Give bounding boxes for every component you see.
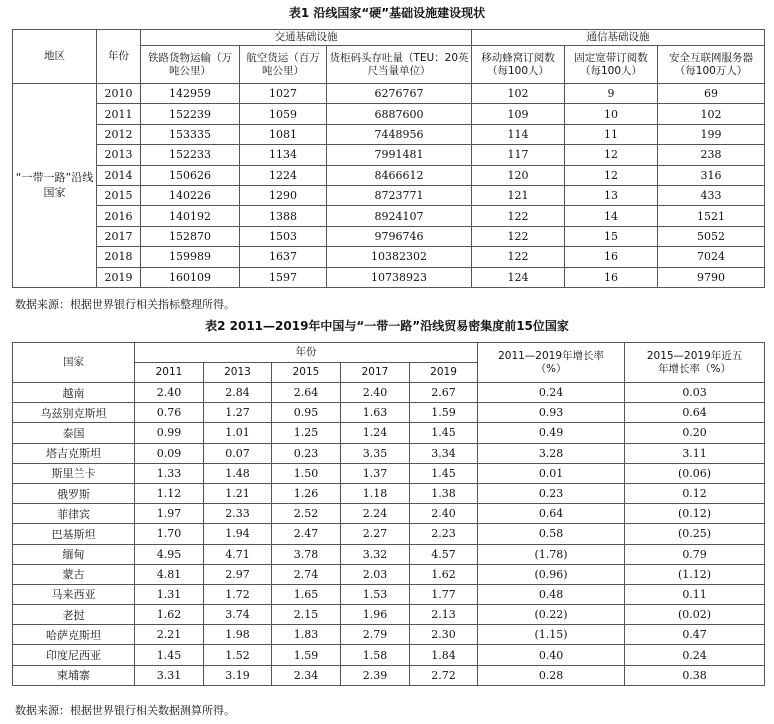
- t2-cell-growth-2015-2019: 0.11: [625, 584, 765, 604]
- t2-header-year-group: 年份: [135, 343, 478, 363]
- t2-cell-growth-2011-2019: 0.48: [478, 584, 625, 604]
- table-row: [13, 605, 765, 625]
- t2-cell-growth-2011-2019: 0.40: [478, 645, 625, 665]
- t1-cell-broadband: 12: [565, 165, 658, 185]
- t2-cell-growth-2011-2019: 0.01: [478, 463, 625, 483]
- t1-cell-air: 1134: [240, 145, 327, 165]
- t1-cell-mobile: 122: [472, 206, 565, 226]
- t2-cell-country: 越南: [13, 383, 135, 403]
- t2-cell-growth-2015-2019: 3.11: [625, 443, 765, 463]
- t1-header-telecom-group: 通信基础设施: [472, 30, 765, 46]
- table-row: [13, 483, 765, 503]
- t2-cell-country: 蒙古: [13, 564, 135, 584]
- t1-cell-container: 8723771: [327, 185, 472, 205]
- t1-cell-year: 2016: [97, 206, 141, 226]
- t2-cell-value: 3.19: [204, 665, 272, 685]
- t2-cell-growth-2015-2019: 0.64: [625, 403, 765, 423]
- t1-cell-servers: 1521: [658, 206, 765, 226]
- t1-cell-broadband: 16: [565, 267, 658, 287]
- t2-cell-value: 2.67: [410, 383, 478, 403]
- t2-cell-growth-2011-2019: (0.96): [478, 564, 625, 584]
- t2-cell-country: 柬埔寨: [13, 665, 135, 685]
- t1-cell-servers: 7024: [658, 247, 765, 267]
- t1-cell-container: 8466612: [327, 165, 472, 185]
- t1-cell-air: 1027: [240, 84, 327, 104]
- t2-cell-country: 乌兹别克斯坦: [13, 403, 135, 423]
- t1-cell-mobile: 122: [472, 226, 565, 246]
- t1-cell-broadband: 13: [565, 185, 658, 205]
- t2-cell-value: 1.65: [272, 584, 341, 604]
- t2-cell-value: 4.57: [410, 544, 478, 564]
- t1-cell-broadband: 14: [565, 206, 658, 226]
- t1-header-container: 货柜码头存吐量（TEU：20英尺当量单位）: [327, 46, 472, 84]
- t1-cell-rail: 142959: [141, 84, 240, 104]
- table1: [12, 29, 765, 288]
- t1-cell-broadband: 15: [565, 226, 658, 246]
- t2-cell-country: 菲律宾: [13, 504, 135, 524]
- t2-cell-growth-2011-2019: (1.15): [478, 625, 625, 645]
- t2-cell-growth-2015-2019: 0.79: [625, 544, 765, 564]
- t1-header-air: 航空货运（百万吨公里）: [240, 46, 327, 84]
- t2-cell-country: 塔吉克斯坦: [13, 443, 135, 463]
- t2-cell-value: 2.13: [410, 605, 478, 625]
- table-row: [13, 584, 765, 604]
- table-row: [13, 423, 765, 443]
- t1-cell-servers: 9790: [658, 267, 765, 287]
- t1-cell-year: 2019: [97, 267, 141, 287]
- t1-cell-container: 10382302: [327, 247, 472, 267]
- t2-cell-value: 2.33: [204, 504, 272, 524]
- t2-cell-value: 1.84: [410, 645, 478, 665]
- t1-cell-year: 2018: [97, 247, 141, 267]
- t2-cell-value: 1.21: [204, 483, 272, 503]
- t2-header-year: 2019: [410, 363, 478, 383]
- table-row: [13, 247, 765, 267]
- t2-cell-value: 1.25: [272, 423, 341, 443]
- t1-header-region: 地区: [13, 30, 97, 84]
- t1-cell-year: 2017: [97, 226, 141, 246]
- t2-cell-value: 1.52: [204, 645, 272, 665]
- t2-cell-country: 哈萨克斯坦: [13, 625, 135, 645]
- t2-cell-value: 0.09: [135, 443, 204, 463]
- t1-header-year: 年份: [97, 30, 141, 84]
- t2-cell-value: 0.99: [135, 423, 204, 443]
- t2-cell-value: 1.24: [341, 423, 410, 443]
- t1-cell-container: 9796746: [327, 226, 472, 246]
- t2-cell-value: 2.15: [272, 605, 341, 625]
- t2-cell-value: 1.33: [135, 463, 204, 483]
- t2-header-year: 2011: [135, 363, 204, 383]
- table-row: [13, 564, 765, 584]
- t2-cell-value: 1.62: [410, 564, 478, 584]
- t1-cell-year: 2015: [97, 185, 141, 205]
- t2-cell-country: 马来西亚: [13, 584, 135, 604]
- t1-region-label: “一带一路”沿线国家: [13, 84, 97, 288]
- t2-cell-value: 0.95: [272, 403, 341, 423]
- table2-caption: 表2 2011—2019年中国与“一带一路”沿线贸易密集度前15位国家: [205, 319, 569, 333]
- t1-cell-container: 6887600: [327, 104, 472, 124]
- t1-header-broadband: 固定宽带订阅数（每100人）: [565, 46, 658, 84]
- t1-cell-mobile: 124: [472, 267, 565, 287]
- t2-cell-value: 2.40: [410, 504, 478, 524]
- t2-cell-value: 1.45: [135, 645, 204, 665]
- t2-cell-value: 1.97: [135, 504, 204, 524]
- t2-cell-value: 4.81: [135, 564, 204, 584]
- t2-cell-value: 1.26: [272, 483, 341, 503]
- t2-header-country: 国家: [13, 343, 135, 383]
- t1-cell-servers: 433: [658, 185, 765, 205]
- table-row: [13, 463, 765, 483]
- t2-cell-value: 1.98: [204, 625, 272, 645]
- t2-cell-growth-2011-2019: 3.28: [478, 443, 625, 463]
- table-row: [13, 124, 765, 144]
- table-row: [13, 145, 765, 165]
- t2-cell-value: 2.30: [410, 625, 478, 645]
- t2-cell-growth-2015-2019: (0.02): [625, 605, 765, 625]
- t1-cell-air: 1388: [240, 206, 327, 226]
- t2-cell-value: 1.12: [135, 483, 204, 503]
- t1-cell-servers: 5052: [658, 226, 765, 246]
- t2-cell-growth-2015-2019: 0.24: [625, 645, 765, 665]
- t2-cell-value: 1.18: [341, 483, 410, 503]
- t2-cell-growth-2015-2019: 0.47: [625, 625, 765, 645]
- t2-cell-value: 2.47: [272, 524, 341, 544]
- table-row: [13, 403, 765, 423]
- t2-cell-value: 1.63: [341, 403, 410, 423]
- t1-cell-mobile: 114: [472, 124, 565, 144]
- t1-cell-air: 1059: [240, 104, 327, 124]
- t1-cell-rail: 152233: [141, 145, 240, 165]
- t2-cell-value: 4.95: [135, 544, 204, 564]
- t1-cell-mobile: 121: [472, 185, 565, 205]
- t2-cell-value: 1.83: [272, 625, 341, 645]
- t1-cell-mobile: 102: [472, 84, 565, 104]
- t2-cell-growth-2011-2019: 0.28: [478, 665, 625, 685]
- t1-cell-broadband: 9: [565, 84, 658, 104]
- t2-cell-value: 0.76: [135, 403, 204, 423]
- t2-cell-country: 斯里兰卡: [13, 463, 135, 483]
- t2-cell-country: 泰国: [13, 423, 135, 443]
- table-row: [13, 645, 765, 665]
- t1-cell-container: 10738923: [327, 267, 472, 287]
- t1-cell-air: 1224: [240, 165, 327, 185]
- t2-cell-value: 1.45: [410, 463, 478, 483]
- t1-cell-servers: 238: [658, 145, 765, 165]
- t2-cell-growth-2011-2019: 0.24: [478, 383, 625, 403]
- t2-cell-value: 1.70: [135, 524, 204, 544]
- table-row: [13, 165, 765, 185]
- t2-cell-value: 2.84: [204, 383, 272, 403]
- t2-cell-growth-2015-2019: 0.03: [625, 383, 765, 403]
- t2-cell-value: 1.31: [135, 584, 204, 604]
- table1-source-note: 数据来源：根据世界银行相关指标整理所得。: [15, 298, 235, 311]
- t2-cell-value: 2.74: [272, 564, 341, 584]
- t1-header-mobile: 移动蜂窝订阅数（每100人）: [472, 46, 565, 84]
- t1-cell-year: 2014: [97, 165, 141, 185]
- t2-cell-growth-2015-2019: (0.12): [625, 504, 765, 524]
- t1-cell-air: 1081: [240, 124, 327, 144]
- table-row: [13, 625, 765, 645]
- table-row: [13, 665, 765, 685]
- t2-header-year: 2017: [341, 363, 410, 383]
- t1-cell-broadband: 11: [565, 124, 658, 144]
- t1-header-rail: 铁路货物运输（万吨公里）: [141, 46, 240, 84]
- t2-cell-growth-2015-2019: 0.20: [625, 423, 765, 443]
- t1-cell-servers: 199: [658, 124, 765, 144]
- t1-cell-mobile: 117: [472, 145, 565, 165]
- t1-cell-rail: 150626: [141, 165, 240, 185]
- t2-cell-growth-2015-2019: (0.06): [625, 463, 765, 483]
- t2-cell-value: 1.59: [410, 403, 478, 423]
- t2-cell-value: 2.39: [341, 665, 410, 685]
- t2-cell-value: 1.53: [341, 584, 410, 604]
- t1-cell-rail: 152870: [141, 226, 240, 246]
- t1-cell-servers: 102: [658, 104, 765, 124]
- t1-cell-year: 2011: [97, 104, 141, 124]
- table-row: [13, 267, 765, 287]
- table2-source-note: 数据来源：根据世界银行相关数据测算所得。: [15, 704, 235, 717]
- t1-cell-mobile: 109: [472, 104, 565, 124]
- t2-header-year: 2015: [272, 363, 341, 383]
- table-row: [13, 104, 765, 124]
- t1-cell-container: 7991481: [327, 145, 472, 165]
- t2-cell-growth-2015-2019: 0.12: [625, 483, 765, 503]
- t2-cell-country: 巴基斯坦: [13, 524, 135, 544]
- t2-cell-value: 1.50: [272, 463, 341, 483]
- table-row: [13, 206, 765, 226]
- table-row: [13, 383, 765, 403]
- t2-cell-value: 2.27: [341, 524, 410, 544]
- t1-cell-broadband: 16: [565, 247, 658, 267]
- t2-cell-growth-2015-2019: 0.38: [625, 665, 765, 685]
- t2-cell-value: 4.71: [204, 544, 272, 564]
- table-row: [13, 185, 765, 205]
- t2-cell-value: 2.24: [341, 504, 410, 524]
- t1-cell-mobile: 122: [472, 247, 565, 267]
- table-row: [13, 544, 765, 564]
- t2-cell-value: 1.72: [204, 584, 272, 604]
- t2-cell-value: 3.32: [341, 544, 410, 564]
- t2-cell-value: 0.07: [204, 443, 272, 463]
- t2-cell-value: 1.96: [341, 605, 410, 625]
- t2-cell-country: 老挝: [13, 605, 135, 625]
- t2-cell-growth-2011-2019: 0.93: [478, 403, 625, 423]
- t1-cell-rail: 160109: [141, 267, 240, 287]
- table2: [12, 342, 765, 686]
- t2-cell-value: 1.77: [410, 584, 478, 604]
- t1-cell-air: 1503: [240, 226, 327, 246]
- t2-cell-growth-2011-2019: 0.49: [478, 423, 625, 443]
- t2-cell-growth-2011-2019: (0.22): [478, 605, 625, 625]
- t1-cell-servers: 316: [658, 165, 765, 185]
- t1-cell-year: 2012: [97, 124, 141, 144]
- t1-cell-container: 8924107: [327, 206, 472, 226]
- table-row: [13, 524, 765, 544]
- t1-cell-broadband: 12: [565, 145, 658, 165]
- t2-cell-country: 印度尼西亚: [13, 645, 135, 665]
- t2-cell-country: 缅甸: [13, 544, 135, 564]
- t2-cell-growth-2015-2019: (1.12): [625, 564, 765, 584]
- t2-cell-value: 1.62: [135, 605, 204, 625]
- t2-cell-value: 1.01: [204, 423, 272, 443]
- t1-cell-rail: 140192: [141, 206, 240, 226]
- t2-cell-value: 2.52: [272, 504, 341, 524]
- table1-caption: 表1 沿线国家“硬”基础设施建设现状: [288, 6, 486, 20]
- t1-cell-year: 2010: [97, 84, 141, 104]
- t2-cell-value: 1.37: [341, 463, 410, 483]
- t2-cell-value: 3.35: [341, 443, 410, 463]
- t2-cell-value: 1.38: [410, 483, 478, 503]
- t1-cell-mobile: 120: [472, 165, 565, 185]
- t2-cell-growth-2011-2019: 0.64: [478, 504, 625, 524]
- t1-cell-servers: 69: [658, 84, 765, 104]
- t2-cell-value: 3.31: [135, 665, 204, 685]
- table-row: [13, 84, 765, 104]
- t1-cell-rail: 140226: [141, 185, 240, 205]
- t2-header-growth-2011-2019: 2011—2019年增长率（%）: [478, 343, 625, 383]
- t2-cell-value: 1.59: [272, 645, 341, 665]
- t2-cell-value: 0.23: [272, 443, 341, 463]
- t2-cell-value: 2.23: [410, 524, 478, 544]
- t2-header-year: 2013: [204, 363, 272, 383]
- t1-cell-container: 7448956: [327, 124, 472, 144]
- t2-cell-value: 2.79: [341, 625, 410, 645]
- t2-cell-value: 2.03: [341, 564, 410, 584]
- t2-cell-value: 2.34: [272, 665, 341, 685]
- t2-cell-value: 3.74: [204, 605, 272, 625]
- t2-cell-country: 俄罗斯: [13, 483, 135, 503]
- t1-header-transport-group: 交通基础设施: [141, 30, 472, 46]
- t2-cell-growth-2011-2019: 0.58: [478, 524, 625, 544]
- t2-cell-value: 3.34: [410, 443, 478, 463]
- t2-cell-value: 1.58: [341, 645, 410, 665]
- t2-cell-growth-2011-2019: 0.23: [478, 483, 625, 503]
- t2-header-growth-2015-2019: 2015—2019年近五年增长率（%）: [625, 343, 765, 383]
- table-row: [13, 226, 765, 246]
- table-row: [13, 443, 765, 463]
- t2-cell-growth-2011-2019: (1.78): [478, 544, 625, 564]
- t2-cell-value: 1.48: [204, 463, 272, 483]
- t2-cell-value: 3.78: [272, 544, 341, 564]
- t2-cell-value: 2.72: [410, 665, 478, 685]
- t1-cell-broadband: 10: [565, 104, 658, 124]
- t2-cell-value: 1.27: [204, 403, 272, 423]
- t1-cell-year: 2013: [97, 145, 141, 165]
- t1-cell-air: 1637: [240, 247, 327, 267]
- t1-cell-rail: 159989: [141, 247, 240, 267]
- table-row: [13, 504, 765, 524]
- t2-cell-value: 2.64: [272, 383, 341, 403]
- t1-cell-rail: 152239: [141, 104, 240, 124]
- t2-cell-value: 1.45: [410, 423, 478, 443]
- t1-header-servers: 安全互联网服务器（每100万人）: [658, 46, 765, 84]
- t2-cell-value: 2.21: [135, 625, 204, 645]
- t1-cell-container: 6276767: [327, 84, 472, 104]
- t1-cell-rail: 153335: [141, 124, 240, 144]
- t2-cell-value: 1.94: [204, 524, 272, 544]
- t2-cell-value: 2.40: [135, 383, 204, 403]
- t1-cell-air: 1290: [240, 185, 327, 205]
- t2-cell-growth-2015-2019: (0.25): [625, 524, 765, 544]
- t1-cell-air: 1597: [240, 267, 327, 287]
- t2-cell-value: 2.97: [204, 564, 272, 584]
- t2-cell-value: 2.40: [341, 383, 410, 403]
